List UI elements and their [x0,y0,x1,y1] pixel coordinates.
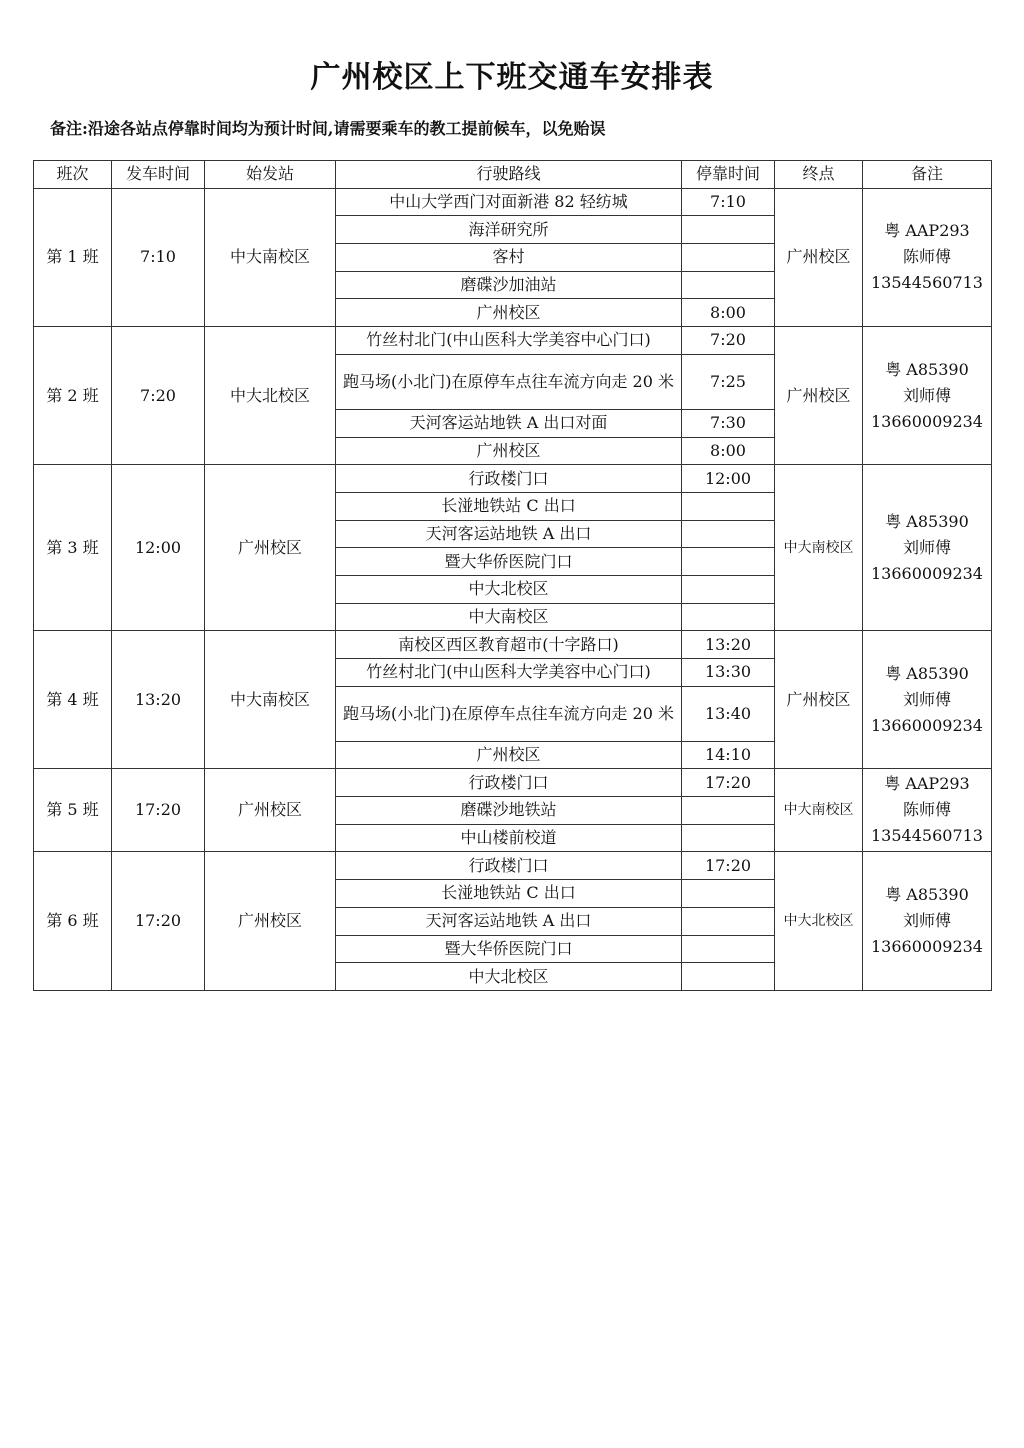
header-stop-time: 停靠时间 [682,161,775,189]
origin-station: 广州校区 [205,852,336,990]
origin-station: 广州校区 [205,465,336,631]
route-stop: 竹丝村北门(中山医科大学美容中心门口) [336,659,682,687]
shift-name: 第 2 班 [34,327,112,465]
stop-time [682,935,775,963]
shift-name: 第 3 班 [34,465,112,631]
route-stop: 天河客运站地铁 A 出口 [336,907,682,935]
depart-time: 7:10 [112,188,205,326]
stop-time: 13:40 [682,686,775,741]
route-stop: 跑马场(小北门)在原停车点往车流方向走 20 米 [336,354,682,409]
schedule-note: 备注:沿途各站点停靠时间均为预计时间,请需要乘车的教工提前候车，以免贻误 [50,119,606,138]
stop-time: 7:10 [682,188,775,216]
table-row [34,852,992,880]
remark-plate: 粤 A85390 [885,511,969,531]
stop-time [682,216,775,244]
remark-driver: 刘师傅 [902,689,951,709]
origin-station: 中大南校区 [205,188,336,326]
stop-time: 14:10 [682,741,775,769]
stop-time: 12:00 [682,465,775,493]
bus-schedule-table [33,160,992,991]
header-row [34,161,992,189]
header-route: 行驶路线 [336,161,682,189]
remark-plate: 粤 AAP293 [884,774,970,794]
route-stop: 天河客运站地铁 A 出口 [336,520,682,548]
route-stop: 天河客运站地铁 A 出口对面 [336,409,682,437]
remark-driver: 刘师傅 [902,385,951,405]
stop-time: 17:20 [682,852,775,880]
destination: 广州校区 [775,327,863,465]
shift-name: 第 1 班 [34,188,112,326]
header-remark: 备注 [863,161,992,189]
route-stop: 客村 [336,244,682,272]
route-stop: 中山大学西门对面新港 82 轻纺城 [336,188,682,216]
destination: 中大南校区 [775,769,863,852]
origin-station: 中大南校区 [205,631,336,769]
stop-time: 8:00 [682,299,775,327]
destination: 广州校区 [775,188,863,326]
depart-time: 12:00 [112,465,205,631]
route-stop: 磨碟沙加油站 [336,271,682,299]
stop-time: 13:20 [682,631,775,659]
stop-time [682,797,775,825]
remark [863,327,992,465]
remark-phone: 13660009234 [871,411,983,431]
remark [863,769,992,852]
table-row [34,465,992,493]
stop-time: 7:25 [682,354,775,409]
route-stop: 行政楼门口 [336,852,682,880]
route-stop: 竹丝村北门(中山医科大学美容中心门口) [336,327,682,355]
remark-plate: 粤 A85390 [885,885,969,905]
remark-plate: 粤 AAP293 [884,221,970,241]
route-stop: 中大南校区 [336,603,682,631]
route-stop: 跑马场(小北门)在原停车点往车流方向走 20 米 [336,686,682,741]
stop-time [682,575,775,603]
origin-station: 中大北校区 [205,327,336,465]
stop-time [682,271,775,299]
origin-station: 广州校区 [205,769,336,852]
stop-time [682,880,775,908]
schedule-body [34,188,992,990]
stop-time [682,244,775,272]
destination: 中大北校区 [775,852,863,990]
remark [863,852,992,990]
stop-time [682,907,775,935]
remark-phone: 13544560713 [871,273,983,293]
shift-name: 第 4 班 [34,631,112,769]
stop-time [682,492,775,520]
header-destination: 终点 [775,161,863,189]
header-origin: 始发站 [205,161,336,189]
header-shift: 班次 [34,161,112,189]
route-stop: 长湴地铁站 C 出口 [336,492,682,520]
stop-time: 17:20 [682,769,775,797]
stop-time [682,520,775,548]
remark-plate: 粤 A85390 [885,359,969,379]
route-stop: 磨碟沙地铁站 [336,797,682,825]
destination: 中大南校区 [775,465,863,631]
route-stop: 暨大华侨医院门口 [336,935,682,963]
remark-phone: 13660009234 [871,937,983,957]
route-stop: 中大北校区 [336,575,682,603]
remark-driver: 陈师傅 [902,800,951,820]
stop-time [682,824,775,852]
stop-time: 8:00 [682,437,775,465]
route-stop: 长湴地铁站 C 出口 [336,880,682,908]
destination: 广州校区 [775,631,863,769]
table-row [34,327,992,355]
remark-driver: 陈师傅 [902,247,951,267]
route-stop: 广州校区 [336,437,682,465]
remark-phone: 13660009234 [871,563,983,583]
stop-time: 7:30 [682,409,775,437]
remark [863,188,992,326]
table-row [34,188,992,216]
route-stop: 行政楼门口 [336,769,682,797]
depart-time: 17:20 [112,769,205,852]
shift-name: 第 6 班 [34,852,112,990]
route-stop: 中山楼前校道 [336,824,682,852]
remark-plate: 粤 A85390 [885,663,969,683]
depart-time: 13:20 [112,631,205,769]
stop-time [682,603,775,631]
table-row [34,769,992,797]
remark-driver: 刘师傅 [902,911,951,931]
remark-phone: 13544560713 [871,826,983,846]
route-stop: 广州校区 [336,741,682,769]
route-stop: 行政楼门口 [336,465,682,493]
route-stop: 南校区西区教育超市(十字路口) [336,631,682,659]
remark-phone: 13660009234 [871,715,983,735]
stop-time [682,548,775,576]
route-stop: 广州校区 [336,299,682,327]
remark [863,631,992,769]
page-title: 广州校区上下班交通车安排表 [310,60,714,95]
route-stop: 海洋研究所 [336,216,682,244]
remark [863,465,992,631]
stop-time: 7:20 [682,327,775,355]
stop-time: 13:30 [682,659,775,687]
header-depart-time: 发车时间 [112,161,205,189]
depart-time: 17:20 [112,852,205,990]
route-stop: 中大北校区 [336,963,682,991]
table-row [34,631,992,659]
route-stop: 暨大华侨医院门口 [336,548,682,576]
shift-name: 第 5 班 [34,769,112,852]
stop-time [682,963,775,991]
depart-time: 7:20 [112,327,205,465]
remark-driver: 刘师傅 [902,537,951,557]
